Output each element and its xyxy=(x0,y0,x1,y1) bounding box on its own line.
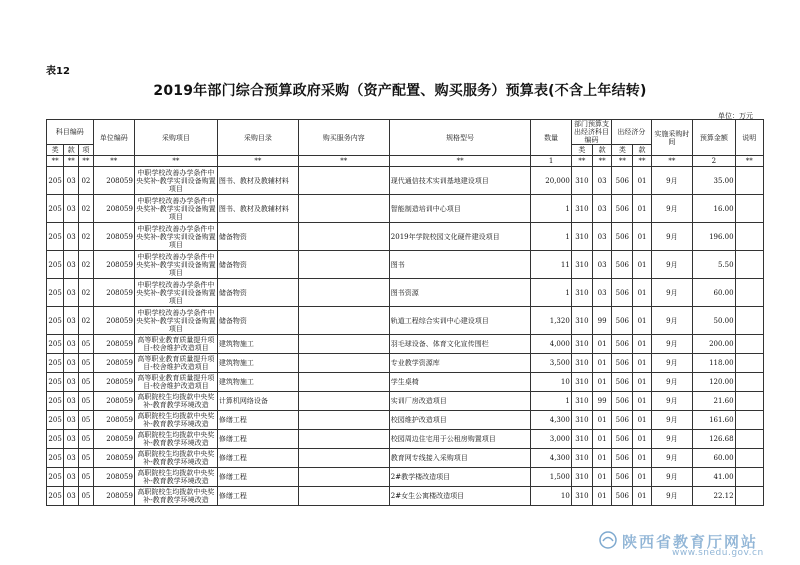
header-lei-econ: 类 xyxy=(571,145,592,156)
cell-amount: 5.50 xyxy=(693,251,735,279)
marker-cell: ** xyxy=(93,156,134,167)
cell-g2: 01 xyxy=(633,251,651,279)
cell-g1: 506 xyxy=(612,468,633,487)
cell-qty: 3,500 xyxy=(531,354,571,373)
cell-kuan: 03 xyxy=(64,411,79,430)
cell-amount: 60.00 xyxy=(693,449,735,468)
cell-g1: 506 xyxy=(612,392,633,411)
cell-unit: 208059 xyxy=(93,411,134,430)
cell-xiang: 05 xyxy=(79,411,93,430)
cell-qty: 1,500 xyxy=(531,468,571,487)
cell-catalog: 修缮工程 xyxy=(217,430,298,449)
cell-project: 高职院校生均拨款中央奖补-教育教学环境改造 xyxy=(134,487,217,506)
cell-spec: 2#女生公寓楼改造项目 xyxy=(389,487,531,506)
cell-g1: 506 xyxy=(612,449,633,468)
table-number: 表12 xyxy=(46,66,70,77)
cell-time: 9月 xyxy=(651,335,692,354)
cell-e2: 03 xyxy=(593,195,612,223)
cell-service xyxy=(298,449,389,468)
cell-catalog: 储备物资 xyxy=(217,223,298,251)
cell-lei: 205 xyxy=(47,430,64,449)
cell-spec: 校园维护改造项目 xyxy=(389,411,531,430)
header-service: 购买服务内容 xyxy=(298,120,389,156)
cell-spec: 学生桌椅 xyxy=(389,373,531,392)
cell-service xyxy=(298,373,389,392)
marker-cell: ** xyxy=(735,156,763,167)
header-kuan-gov: 款 xyxy=(633,145,651,156)
cell-project: 中职学校改善办学条件中央奖补-教学实训设备购置项目 xyxy=(136,280,216,305)
cell-time: 9月 xyxy=(651,430,692,449)
cell-e2: 01 xyxy=(593,354,612,373)
cell-lei: 205 xyxy=(47,223,64,251)
cell-e1: 310 xyxy=(571,411,592,430)
cell-catalog: 建筑物施工 xyxy=(217,335,298,354)
cell-e2: 99 xyxy=(593,392,612,411)
cell-catalog: 修缮工程 xyxy=(217,468,298,487)
table-row xyxy=(47,223,764,251)
table-row xyxy=(47,167,764,195)
cell-e2: 03 xyxy=(593,279,612,307)
cell-note xyxy=(735,373,763,392)
marker-cell: ** xyxy=(64,156,79,167)
table-row xyxy=(47,373,764,392)
cell-unit: 208059 xyxy=(93,307,134,335)
cell-time: 9月 xyxy=(651,449,692,468)
table-row xyxy=(47,307,764,335)
cell-e1: 310 xyxy=(571,195,592,223)
cell-spec: 轨道工程综合实训中心建设项目 xyxy=(389,307,531,335)
cell-catalog: 储备物资 xyxy=(217,251,298,279)
cell-xiang: 05 xyxy=(79,487,93,506)
cell-note xyxy=(735,335,763,354)
cell-g2: 01 xyxy=(633,167,651,195)
cell-note xyxy=(735,354,763,373)
cell-g2: 01 xyxy=(633,468,651,487)
cell-amount: 50.00 xyxy=(693,307,735,335)
cell-time: 9月 xyxy=(651,251,692,279)
cell-g1: 506 xyxy=(612,279,633,307)
cell-xiang: 05 xyxy=(79,354,93,373)
cell-lei: 205 xyxy=(47,251,64,279)
cell-note xyxy=(735,279,763,307)
cell-e1: 310 xyxy=(571,487,592,506)
cell-time: 9月 xyxy=(651,411,692,430)
cell-g2: 01 xyxy=(633,223,651,251)
cell-project: 中职学校改善办学条件中央奖补-教学实训设备购置项目 xyxy=(136,252,216,277)
unit-label: 单位：万元 xyxy=(718,112,753,120)
cell-spec: 实训厂房改造项目 xyxy=(389,392,531,411)
marker-cell: ** xyxy=(593,156,612,167)
table-row xyxy=(47,449,764,468)
header-unit-code: 单位编码 xyxy=(93,120,134,156)
cell-g1: 506 xyxy=(612,167,633,195)
header-lei: 类 xyxy=(47,145,64,156)
cell-g2: 01 xyxy=(633,487,651,506)
cell-service xyxy=(298,354,389,373)
cell-xiang: 02 xyxy=(79,307,93,335)
cell-spec: 2019年学院校园文化硬件建设项目 xyxy=(389,223,531,251)
cell-e2: 01 xyxy=(593,335,612,354)
cell-kuan: 03 xyxy=(64,430,79,449)
table-row xyxy=(47,392,764,411)
cell-e1: 310 xyxy=(571,251,592,279)
cell-e1: 310 xyxy=(571,354,592,373)
cell-xiang: 05 xyxy=(79,430,93,449)
cell-spec: 专业教学资源库 xyxy=(389,354,531,373)
cell-g1: 506 xyxy=(612,223,633,251)
cell-e1: 310 xyxy=(571,468,592,487)
cell-kuan: 03 xyxy=(64,335,79,354)
cell-spec: 图书资源 xyxy=(389,279,531,307)
cell-project: 中职学校改善办学条件中央奖补-教学实训设备购置项目 xyxy=(136,196,216,221)
cell-qty: 20,000 xyxy=(531,167,571,195)
cell-unit: 208059 xyxy=(93,335,134,354)
cell-e2: 01 xyxy=(593,373,612,392)
cell-e1: 310 xyxy=(571,449,592,468)
marker-cell: ** xyxy=(217,156,298,167)
marker-cell: ** xyxy=(298,156,389,167)
cell-note xyxy=(735,167,763,195)
cell-unit: 208059 xyxy=(93,373,134,392)
cell-project: 高职院校生均拨款中央奖补-教育教学环境改造 xyxy=(134,468,217,487)
cell-project: 中职学校改善办学条件中央奖补-教学实训设备购置项目 xyxy=(136,168,216,193)
table-row xyxy=(47,354,764,373)
cell-lei: 205 xyxy=(47,335,64,354)
cell-amount: 161.60 xyxy=(693,411,735,430)
cell-unit: 208059 xyxy=(93,167,134,195)
cell-kuan: 03 xyxy=(64,373,79,392)
cell-xiang: 05 xyxy=(79,335,93,354)
cell-lei: 205 xyxy=(47,307,64,335)
marker-cell: ** xyxy=(612,156,633,167)
table-row xyxy=(47,468,764,487)
cell-lei: 205 xyxy=(47,449,64,468)
cell-service xyxy=(298,223,389,251)
cell-catalog: 修缮工程 xyxy=(217,411,298,430)
cell-g2: 01 xyxy=(633,195,651,223)
header-subject-code: 科目编码 xyxy=(47,120,94,145)
cell-g1: 506 xyxy=(612,411,633,430)
cell-time: 9月 xyxy=(651,392,692,411)
cell-service xyxy=(298,392,389,411)
marker-row xyxy=(47,156,764,167)
header-econ-code: 部门预算支出经济科目编码 xyxy=(571,120,611,145)
cell-catalog: 计算机网络设备 xyxy=(217,392,298,411)
header-lei-gov: 类 xyxy=(612,145,633,156)
cell-e1: 310 xyxy=(571,307,592,335)
cell-lei: 205 xyxy=(47,354,64,373)
cell-spec: 现代通信技术实训基地建设项目 xyxy=(389,167,531,195)
cell-qty: 1 xyxy=(531,279,571,307)
cell-project: 高职院校生均拨款中央奖补-教育教学环境改造 xyxy=(134,411,217,430)
cell-lei: 205 xyxy=(47,279,64,307)
cell-unit: 208059 xyxy=(93,354,134,373)
cell-xiang: 02 xyxy=(79,251,93,279)
cell-spec: 校园周边住宅用于公租房购置项目 xyxy=(389,430,531,449)
cell-note xyxy=(735,307,763,335)
budget-table xyxy=(46,119,764,506)
cell-amount: 60.00 xyxy=(693,279,735,307)
cell-lei: 205 xyxy=(47,195,64,223)
cell-amount: 196.00 xyxy=(693,223,735,251)
cell-qty: 10 xyxy=(531,487,571,506)
cell-e2: 01 xyxy=(593,449,612,468)
cell-project: 高等职业教育质量提升项目-校舍维护改造项目 xyxy=(134,373,217,392)
cell-amount: 16.00 xyxy=(693,195,735,223)
cell-e1: 310 xyxy=(571,392,592,411)
cell-e2: 01 xyxy=(593,468,612,487)
cell-amount: 200.00 xyxy=(693,335,735,354)
table-row xyxy=(47,335,764,354)
cell-catalog: 储备物资 xyxy=(217,307,298,335)
header-gov-econ: 出经济分 xyxy=(612,120,651,145)
watermark-logo xyxy=(598,530,618,550)
cell-amount: 120.00 xyxy=(693,373,735,392)
cell-xiang: 02 xyxy=(79,195,93,223)
cell-note xyxy=(735,251,763,279)
cell-service xyxy=(298,487,389,506)
cell-e2: 03 xyxy=(593,223,612,251)
header-kuan-econ: 款 xyxy=(593,145,612,156)
cell-lei: 205 xyxy=(47,167,64,195)
header-note: 说明 xyxy=(735,120,763,156)
cell-unit: 208059 xyxy=(93,251,134,279)
cell-g1: 506 xyxy=(612,373,633,392)
cell-project: 高职院校生均拨款中央奖补-教育教学环境改造 xyxy=(134,449,217,468)
cell-e2: 01 xyxy=(593,487,612,506)
cell-xiang: 05 xyxy=(79,468,93,487)
cell-g2: 01 xyxy=(633,373,651,392)
cell-amount: 41.00 xyxy=(693,468,735,487)
cell-e2: 01 xyxy=(593,411,612,430)
header-catalog: 采购目录 xyxy=(217,120,298,156)
cell-g2: 01 xyxy=(633,449,651,468)
cell-unit: 208059 xyxy=(93,279,134,307)
cell-spec: 羽毛球设备、体育文化宣传围栏 xyxy=(389,335,531,354)
cell-unit: 208059 xyxy=(93,487,134,506)
cell-qty: 1 xyxy=(531,195,571,223)
cell-g2: 01 xyxy=(633,335,651,354)
cell-project: 高等职业教育质量提升项目-校舍维护改造项目 xyxy=(134,354,217,373)
cell-g1: 506 xyxy=(612,335,633,354)
cell-project: 中职学校改善办学条件中央奖补-教学实训设备购置项目 xyxy=(136,224,216,249)
cell-qty: 4,300 xyxy=(531,411,571,430)
cell-xiang: 05 xyxy=(79,392,93,411)
header-xiang: 项 xyxy=(79,145,93,156)
cell-catalog: 建筑物施工 xyxy=(217,354,298,373)
cell-project: 高职院校生均拨款中央奖补-教育教学环境改造 xyxy=(134,392,217,411)
cell-amount: 126.68 xyxy=(693,430,735,449)
cell-catalog: 储备物资 xyxy=(217,279,298,307)
cell-amount: 118.00 xyxy=(693,354,735,373)
cell-e1: 310 xyxy=(571,373,592,392)
cell-xiang: 02 xyxy=(79,223,93,251)
marker-cell: ** xyxy=(389,156,531,167)
cell-lei: 205 xyxy=(47,411,64,430)
cell-lei: 205 xyxy=(47,373,64,392)
cell-catalog: 建筑物施工 xyxy=(217,373,298,392)
cell-e2: 99 xyxy=(593,307,612,335)
cell-spec: 教育网专线接入采购项目 xyxy=(389,449,531,468)
cell-g2: 01 xyxy=(633,430,651,449)
cell-kuan: 03 xyxy=(64,167,79,195)
cell-time: 9月 xyxy=(651,373,692,392)
cell-lei: 205 xyxy=(47,392,64,411)
cell-note xyxy=(735,411,763,430)
header-qty: 数量 xyxy=(531,120,571,156)
cell-xiang: 05 xyxy=(79,373,93,392)
page-title: 2019年部门综合预算政府采购（资产配置、购买服务）预算表(不含上年结转) xyxy=(153,83,647,99)
marker-cell: ** xyxy=(79,156,93,167)
cell-spec: 智能制造培训中心项目 xyxy=(389,195,531,223)
marker-cell: 2 xyxy=(693,156,735,167)
table-row xyxy=(47,251,764,279)
cell-time: 9月 xyxy=(651,307,692,335)
cell-kuan: 03 xyxy=(64,392,79,411)
cell-kuan: 03 xyxy=(64,487,79,506)
cell-e2: 03 xyxy=(593,167,612,195)
cell-e2: 03 xyxy=(593,251,612,279)
marker-cell: ** xyxy=(651,156,692,167)
cell-catalog: 修缮工程 xyxy=(217,449,298,468)
cell-g1: 506 xyxy=(612,195,633,223)
cell-e1: 310 xyxy=(571,430,592,449)
cell-lei: 205 xyxy=(47,487,64,506)
cell-service xyxy=(298,335,389,354)
cell-unit: 208059 xyxy=(93,468,134,487)
cell-service xyxy=(298,468,389,487)
cell-g2: 01 xyxy=(633,279,651,307)
cell-project: 高等职业教育质量提升项目-校舍维护改造项目 xyxy=(134,335,217,354)
cell-amount: 22.12 xyxy=(693,487,735,506)
cell-xiang: 05 xyxy=(79,449,93,468)
cell-note xyxy=(735,430,763,449)
table-row xyxy=(47,411,764,430)
cell-kuan: 03 xyxy=(64,251,79,279)
cell-unit: 208059 xyxy=(93,195,134,223)
cell-unit: 208059 xyxy=(93,223,134,251)
cell-kuan: 03 xyxy=(64,223,79,251)
cell-e1: 310 xyxy=(571,335,592,354)
cell-spec: 图书 xyxy=(389,251,531,279)
cell-note xyxy=(735,487,763,506)
table-row xyxy=(47,430,764,449)
cell-e1: 310 xyxy=(571,223,592,251)
cell-g1: 506 xyxy=(612,307,633,335)
cell-catalog: 图书、教材及教辅材料 xyxy=(217,167,298,195)
table-row xyxy=(47,487,764,506)
watermark-url: www.snedu.gov.cn xyxy=(672,548,764,558)
marker-cell: 1 xyxy=(531,156,571,167)
cell-time: 9月 xyxy=(651,354,692,373)
cell-g1: 506 xyxy=(612,487,633,506)
cell-qty: 1 xyxy=(531,392,571,411)
header-project: 采购项目 xyxy=(134,120,217,156)
cell-time: 9月 xyxy=(651,167,692,195)
marker-cell: ** xyxy=(134,156,217,167)
cell-g2: 01 xyxy=(633,354,651,373)
marker-cell: ** xyxy=(571,156,592,167)
cell-service xyxy=(298,279,389,307)
table-row xyxy=(47,279,764,307)
cell-time: 9月 xyxy=(651,279,692,307)
cell-qty: 3,000 xyxy=(531,430,571,449)
cell-kuan: 03 xyxy=(64,354,79,373)
cell-service xyxy=(298,167,389,195)
cell-catalog: 修缮工程 xyxy=(217,487,298,506)
cell-amount: 35.00 xyxy=(693,167,735,195)
cell-unit: 208059 xyxy=(93,392,134,411)
cell-g2: 01 xyxy=(633,307,651,335)
cell-kuan: 03 xyxy=(64,468,79,487)
cell-g1: 506 xyxy=(612,430,633,449)
cell-unit: 208059 xyxy=(93,449,134,468)
cell-e2: 01 xyxy=(593,430,612,449)
header-kuan: 款 xyxy=(64,145,79,156)
cell-note xyxy=(735,195,763,223)
cell-kuan: 03 xyxy=(64,307,79,335)
cell-kuan: 03 xyxy=(64,449,79,468)
marker-cell: ** xyxy=(633,156,651,167)
watermark-name: 陕西省教育厅网站 xyxy=(622,533,759,551)
cell-qty: 1 xyxy=(531,223,571,251)
cell-qty: 4,000 xyxy=(531,335,571,354)
cell-note xyxy=(735,468,763,487)
cell-qty: 10 xyxy=(531,373,571,392)
cell-project: 中职学校改善办学条件中央奖补-教学实训设备购置项目 xyxy=(136,308,216,333)
marker-cell: ** xyxy=(47,156,64,167)
table-row xyxy=(47,195,764,223)
cell-qty: 4,300 xyxy=(531,449,571,468)
cell-time: 9月 xyxy=(651,468,692,487)
cell-g1: 506 xyxy=(612,251,633,279)
header-impl-time: 实施采购时间 xyxy=(651,120,692,156)
cell-time: 9月 xyxy=(651,223,692,251)
cell-amount: 21.60 xyxy=(693,392,735,411)
cell-note xyxy=(735,223,763,251)
cell-service xyxy=(298,251,389,279)
cell-project: 高职院校生均拨款中央奖补-教育教学环境改造 xyxy=(134,430,217,449)
cell-xiang: 02 xyxy=(79,167,93,195)
cell-lei: 205 xyxy=(47,468,64,487)
cell-time: 9月 xyxy=(651,195,692,223)
cell-g1: 506 xyxy=(612,354,633,373)
header-amount: 预算金额 xyxy=(693,120,735,156)
cell-service xyxy=(298,430,389,449)
cell-unit: 208059 xyxy=(93,430,134,449)
cell-spec: 2#教学楼改造项目 xyxy=(389,468,531,487)
cell-e1: 310 xyxy=(571,167,592,195)
cell-xiang: 02 xyxy=(79,279,93,307)
cell-service xyxy=(298,307,389,335)
cell-g2: 01 xyxy=(633,411,651,430)
cell-catalog: 图书、教材及教辅材料 xyxy=(217,195,298,223)
cell-time: 9月 xyxy=(651,487,692,506)
cell-kuan: 03 xyxy=(64,279,79,307)
cell-qty: 1,320 xyxy=(531,307,571,335)
cell-g2: 01 xyxy=(633,392,651,411)
cell-kuan: 03 xyxy=(64,195,79,223)
cell-service xyxy=(298,195,389,223)
cell-qty: 11 xyxy=(531,251,571,279)
cell-service xyxy=(298,411,389,430)
cell-note xyxy=(735,392,763,411)
header-spec: 规格型号 xyxy=(389,120,531,156)
cell-e1: 310 xyxy=(571,279,592,307)
cell-note xyxy=(735,449,763,468)
